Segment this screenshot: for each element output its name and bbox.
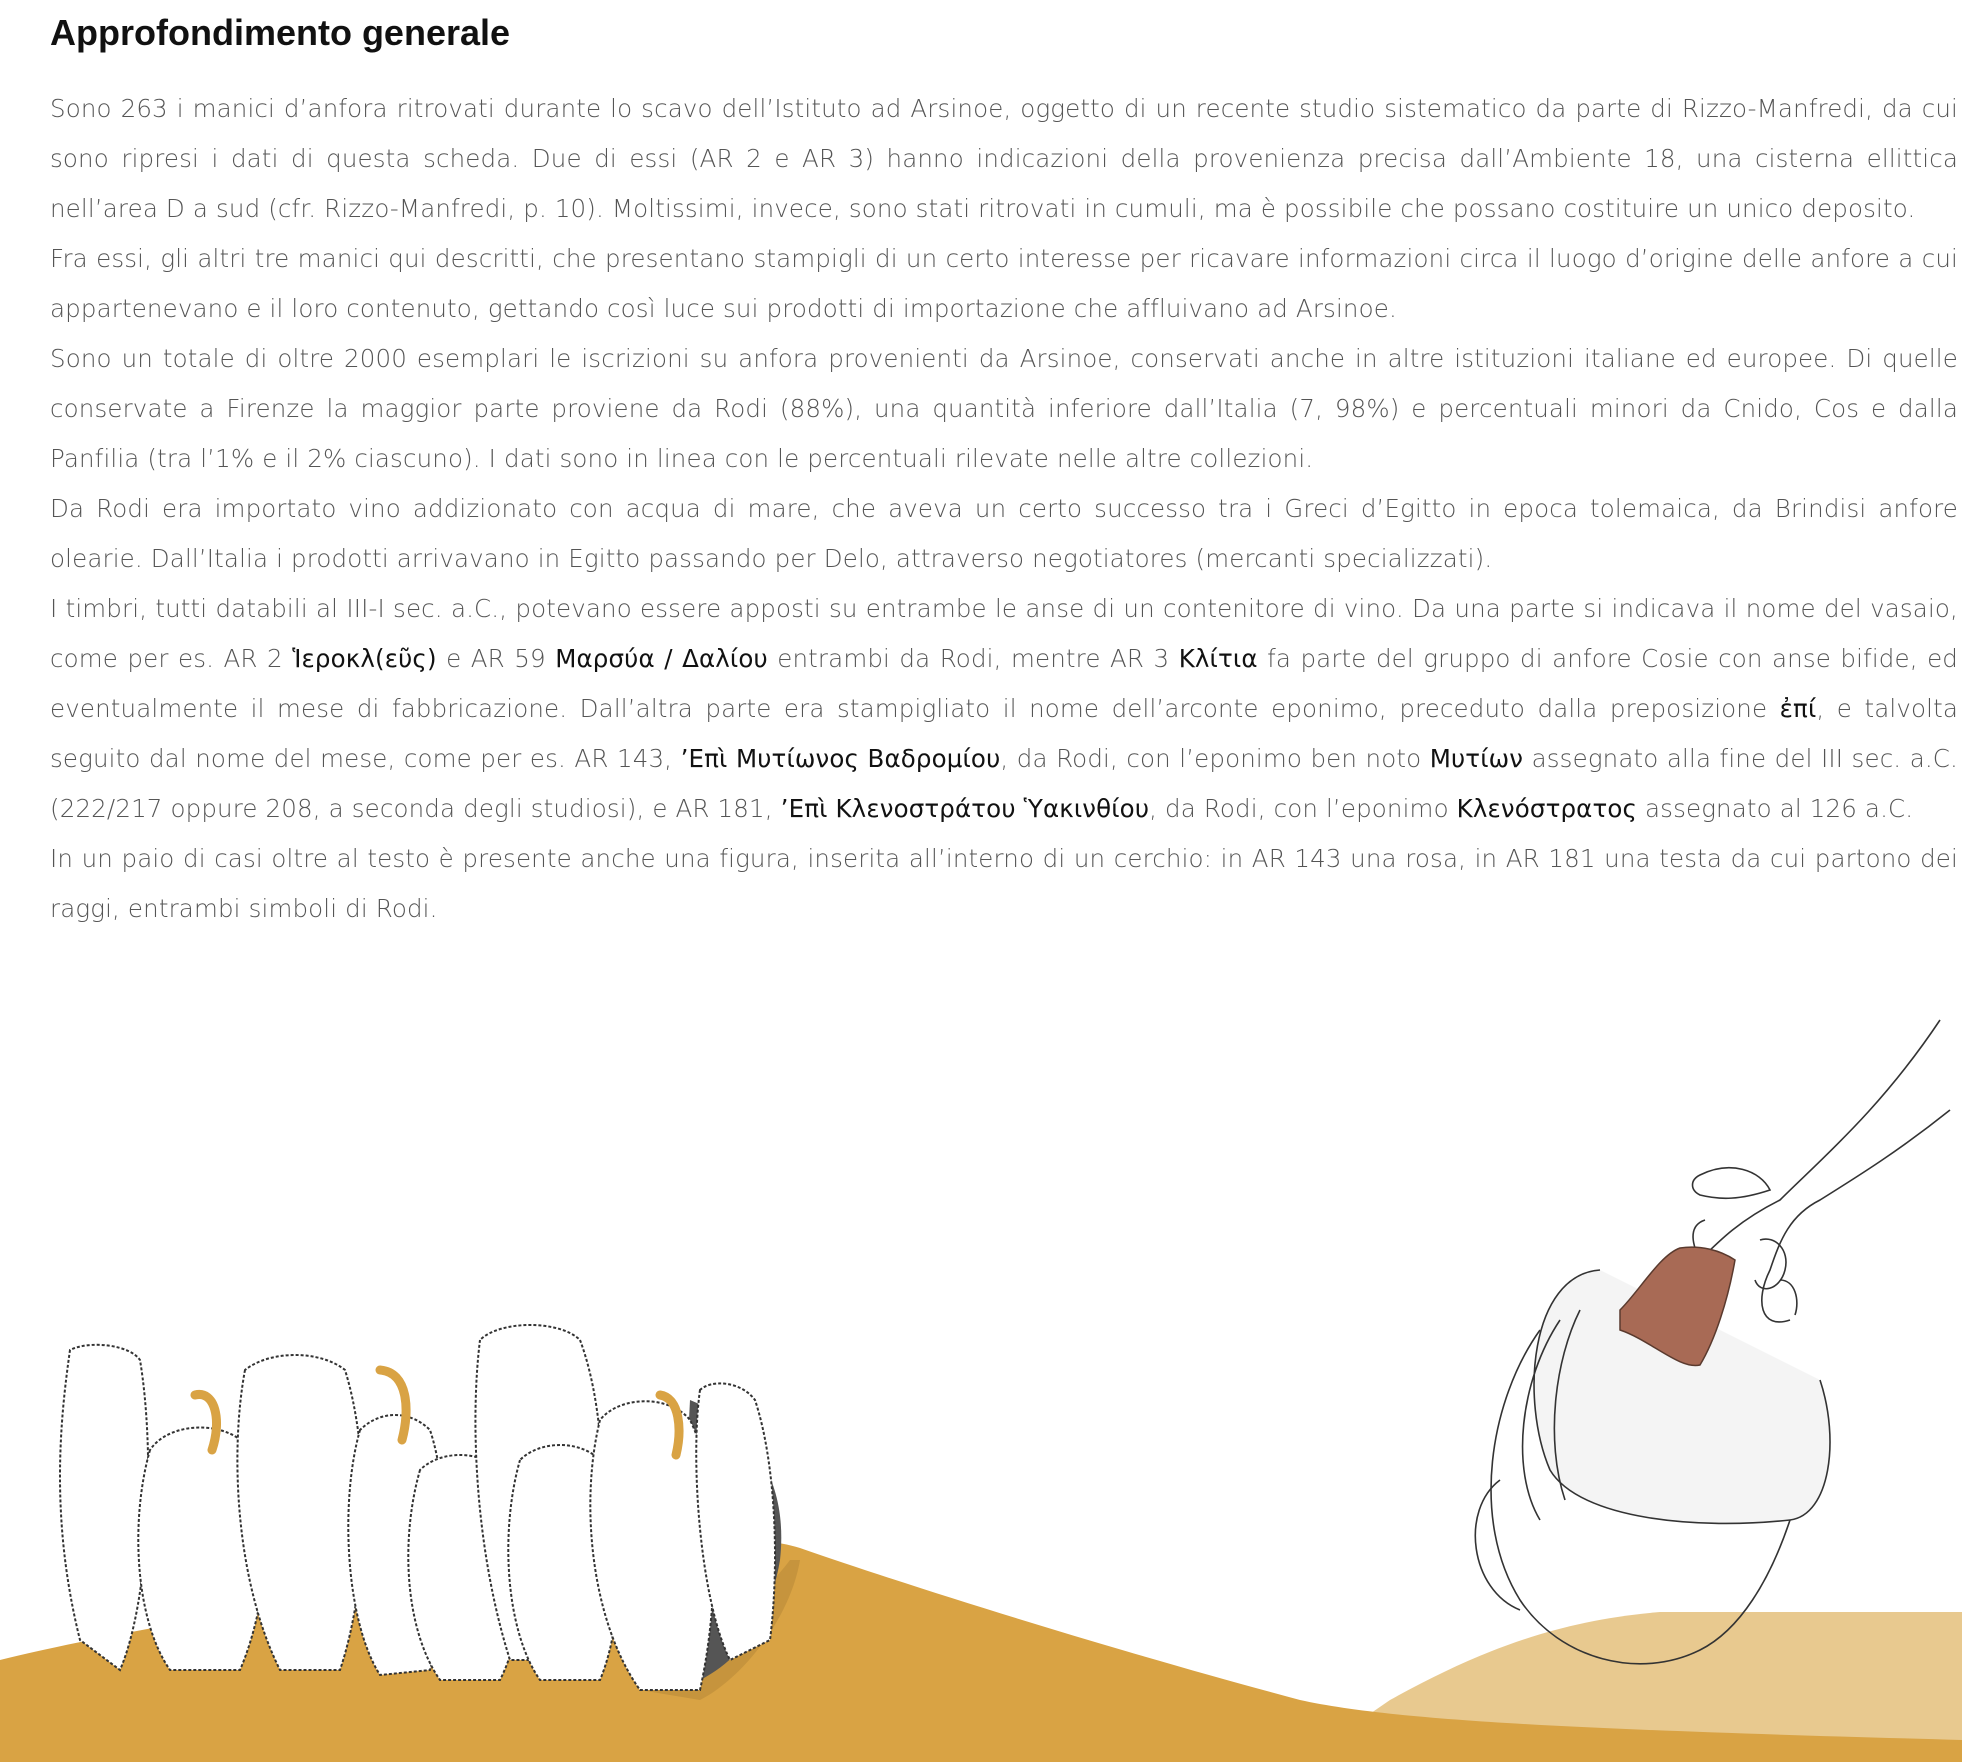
- text-run: Da Rodi era importato vino addizionato con acqua di mare, che aveva un certo successo tra i Greci d’Egitto in epoca tolemaica, da Brindisi anfore olearie. Dall’Italia i prodotti arrivavano in Egitto passando per Delo, attraverso negotiatores (mercanti specializzati).: [50, 494, 1958, 573]
- greek-inscription: Κλενόστρατος: [1456, 794, 1638, 823]
- text-run: , da Rodi, con l’eponimo ben noto: [1000, 744, 1430, 773]
- greek-inscription: Ἱεροκλ(εῦς): [292, 644, 437, 673]
- text-run: entrambi da Rodi, mentre AR 3: [767, 644, 1179, 673]
- text-run: Sono un totale di oltre 2000 esemplari le iscrizioni su anfora provenienti da Arsinoe, conservati anche in altre istituzioni italiane ed europee. Di quelle conservate a Firenze la maggior parte proviene da Rodi (88%), una quantità inferiore dall’Italia (7, 98%) e percentuali minori da Cnido, Cos e dalla Panfilia (tra l’1% e il 2% ciascuno). I dati sono in linea con le percentuali rilevate nelle altre collezioni.: [50, 344, 1958, 473]
- text-run: In un paio di casi oltre al testo è presente anche una figura, inserita all’interno di un cerchio: in AR 143 una rosa, in AR 181 una testa da cui partono dei raggi, entrambi simboli di Rodi.: [50, 844, 1958, 923]
- greek-inscription: Μυτίων: [1429, 744, 1524, 773]
- text-run: e AR 59: [436, 644, 556, 673]
- text-run: assegnato alla fine del III sec. a.C. (222/217 oppure 208, a seconda degli studiosi), e AR 181,: [50, 744, 1958, 823]
- text-run: Fra essi, gli altri tre manici qui descritti, che presentano stampigli di un certo interesse per ricavare informazioni circa il luogo d’origine delle anfore a cui appartenevano e il loro contenuto, gettando così luce sui prodotti di importazione che affluivano ad Arsinoe.: [50, 244, 1958, 323]
- greek-inscription: ’Επὶ Κλενοστράτου Ὑακινθίου: [780, 794, 1150, 823]
- text-run: fa parte del gruppo di anfore Cosie con anse bifide, ed eventualmente il mese di fabbricazione. Dall’altra parte era stampigliato il nome dell’arconte eponimo, preceduto dalla preposizione: [50, 644, 1959, 723]
- text-run: assegnato al 126 a.C.: [1637, 794, 1914, 823]
- hand-outline: [1700, 1020, 1950, 1322]
- hand-illustration: [1475, 1020, 1950, 1664]
- amphorae-group: [60, 1325, 781, 1690]
- greek-inscription: ’Επὶ Μυτίωνος Βαδρομίου: [680, 744, 1001, 773]
- text-run: I timbri, tutti databili al III-I sec. a.C., potevano essere apposti su entrambe le anse di un contenitore di vino. Da una parte si indicava il nome del vasaio, come per es. AR 2: [50, 594, 1958, 673]
- greek-inscription: ἐπί: [1779, 694, 1817, 723]
- text-run: Sono 263 i manici d’anfora ritrovati durante lo scavo dell’Istituto ad Arsinoe, oggetto di un recente studio sistematico da parte di Rizzo-Manfredi, da cui sono ripresi i dati di questa scheda. Due di essi (AR 2 e AR 3) hanno indicazioni della provenienza precisa dall’Ambiente 18, una cisterna ellittica nell’area D a sud (cfr. Rizzo-Manfredi, p. 10). Moltissimi, invece, sono stati ritrovati in cumuli, ma è possibile che possano costituire un unico deposito.: [50, 94, 1958, 223]
- greek-inscription: Κλίτια: [1178, 644, 1258, 673]
- greek-inscription: Μαρσύα / Δαλίου: [555, 644, 768, 673]
- text-run: , e talvolta seguito dal nome del mese, come per es. AR 143,: [50, 694, 1958, 773]
- page-title: Approfondimento generale: [50, 12, 511, 53]
- text-run: , da Rodi, con l’eponimo: [1149, 794, 1457, 823]
- amphora-icon: [60, 1325, 775, 1690]
